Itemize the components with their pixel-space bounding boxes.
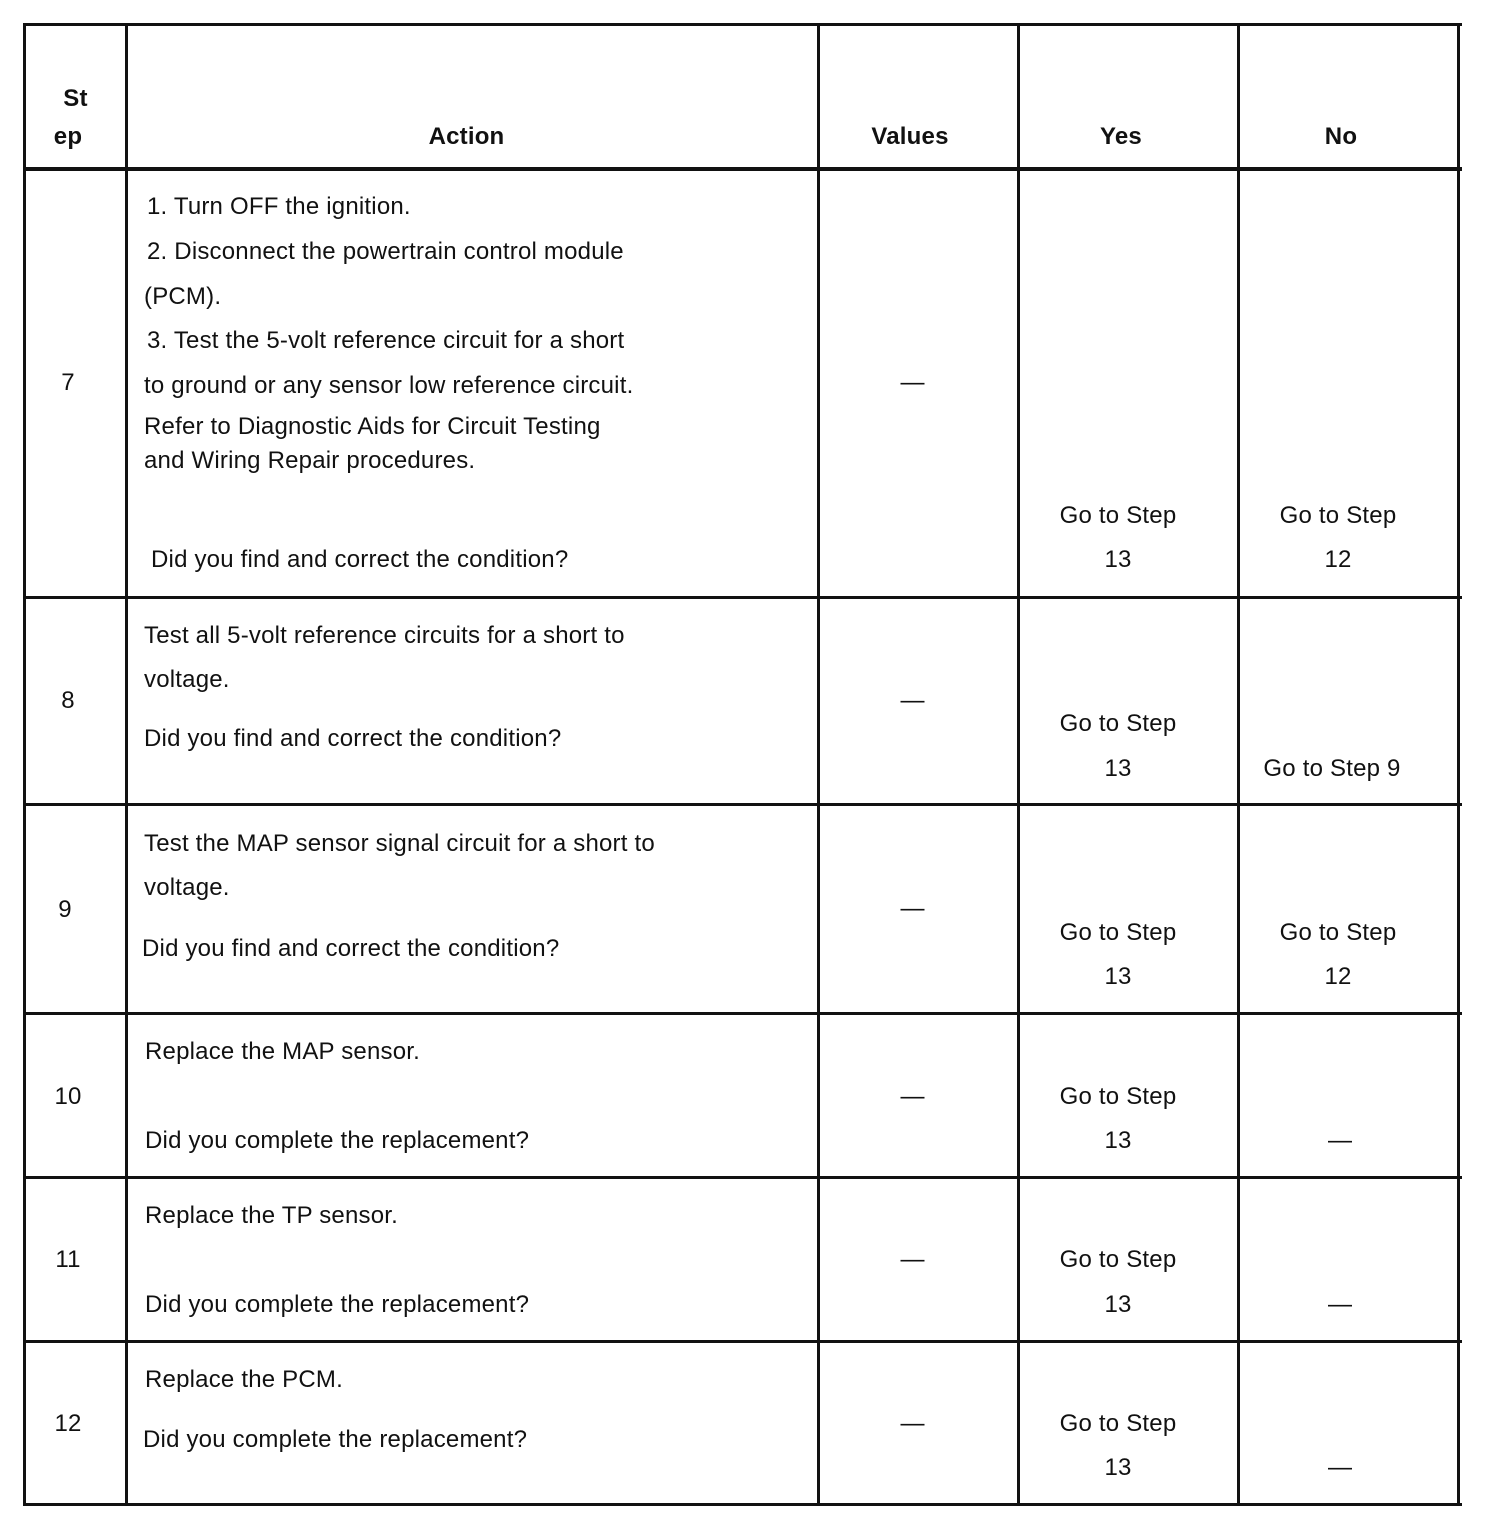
table-border-bottom [23,1503,1462,1506]
action-line: Did you complete the replacement? [143,1426,528,1453]
step-number: 11 [55,1246,81,1273]
row-divider [23,596,1462,599]
no-cell-line1: Go to Step [1279,919,1397,946]
yes-cell-line2: 13 [1104,1454,1132,1481]
header-values: Values [871,123,949,150]
row-divider [23,1176,1462,1179]
action-line: Replace the MAP sensor. [145,1038,420,1065]
header-no: No [1324,123,1358,150]
row-divider [23,1340,1462,1343]
yes-cell-line1: Go to Step [1059,919,1177,946]
header-yes: Yes [1100,123,1142,150]
column-divider [125,23,128,1506]
action-line: (PCM). [144,283,222,310]
values-cell: — [900,1083,925,1110]
yes-cell-line2: 13 [1104,1127,1132,1154]
no-cell-line2: 12 [1324,546,1352,573]
values-cell: — [900,1246,925,1273]
no-cell-line1: Go to Step [1279,502,1397,529]
header-step-line2: ep [53,123,83,150]
action-line: to ground or any sensor low reference circuit. [144,372,634,399]
action-line: Did you find and correct the condition? [151,546,569,573]
yes-cell-line1: Go to Step [1059,502,1177,529]
action-line: Replace the TP sensor. [145,1202,399,1229]
yes-cell-line2: 13 [1104,963,1132,990]
yes-cell-line2: 13 [1104,1291,1132,1318]
row-divider [23,803,1462,806]
action-line: Did you complete the replacement? [145,1291,530,1318]
action-line: voltage. [144,666,230,693]
step-number: 10 [54,1083,82,1110]
action-line: 1. Turn OFF the ignition. [147,193,411,220]
table-border-left [23,23,26,1506]
action-line: Did you find and correct the condition? [144,725,562,752]
action-line: Test all 5-volt reference circuits for a short to [144,622,625,649]
action-line: Test the MAP sensor signal circuit for a short to [144,830,655,857]
action-line: 3. Test the 5-volt reference circuit for a short [147,327,625,354]
action-line: Replace the PCM. [145,1366,343,1393]
no-cell-line2: 12 [1324,963,1352,990]
values-cell: — [900,895,925,922]
step-number: 7 [61,369,75,396]
step-number: 9 [58,896,72,923]
step-number: 8 [61,687,75,714]
no-cell: — [1328,1291,1352,1318]
yes-cell-line1: Go to Step [1059,1083,1177,1110]
header-divider [23,167,1462,171]
column-divider [817,23,820,1506]
table-border-right [1457,23,1460,1506]
action-line: Refer to Diagnostic Aids for Circuit Testing [144,413,601,440]
table-border-top [23,23,1462,26]
header-step-line1: St [63,85,88,112]
no-cell-line1: Go to Step 9 [1263,755,1401,782]
no-cell: — [1328,1127,1352,1154]
no-cell: — [1328,1454,1352,1481]
yes-cell-line1: Go to Step [1059,710,1177,737]
header-action: Action [428,123,505,150]
values-cell: — [900,369,925,396]
yes-cell-line2: 13 [1104,755,1132,782]
yes-cell-line2: 13 [1104,546,1132,573]
values-cell: — [900,1410,925,1437]
action-line: voltage. [144,874,230,901]
yes-cell-line1: Go to Step [1059,1246,1177,1273]
step-number: 12 [54,1410,82,1437]
action-line: Did you complete the replacement? [145,1127,530,1154]
action-line: and Wiring Repair procedures. [144,447,476,474]
action-line: Did you find and correct the condition? [142,935,560,962]
yes-cell-line1: Go to Step [1059,1410,1177,1437]
action-line: 2. Disconnect the powertrain control module [147,238,624,265]
values-cell: — [900,687,925,714]
row-divider [23,1012,1462,1015]
